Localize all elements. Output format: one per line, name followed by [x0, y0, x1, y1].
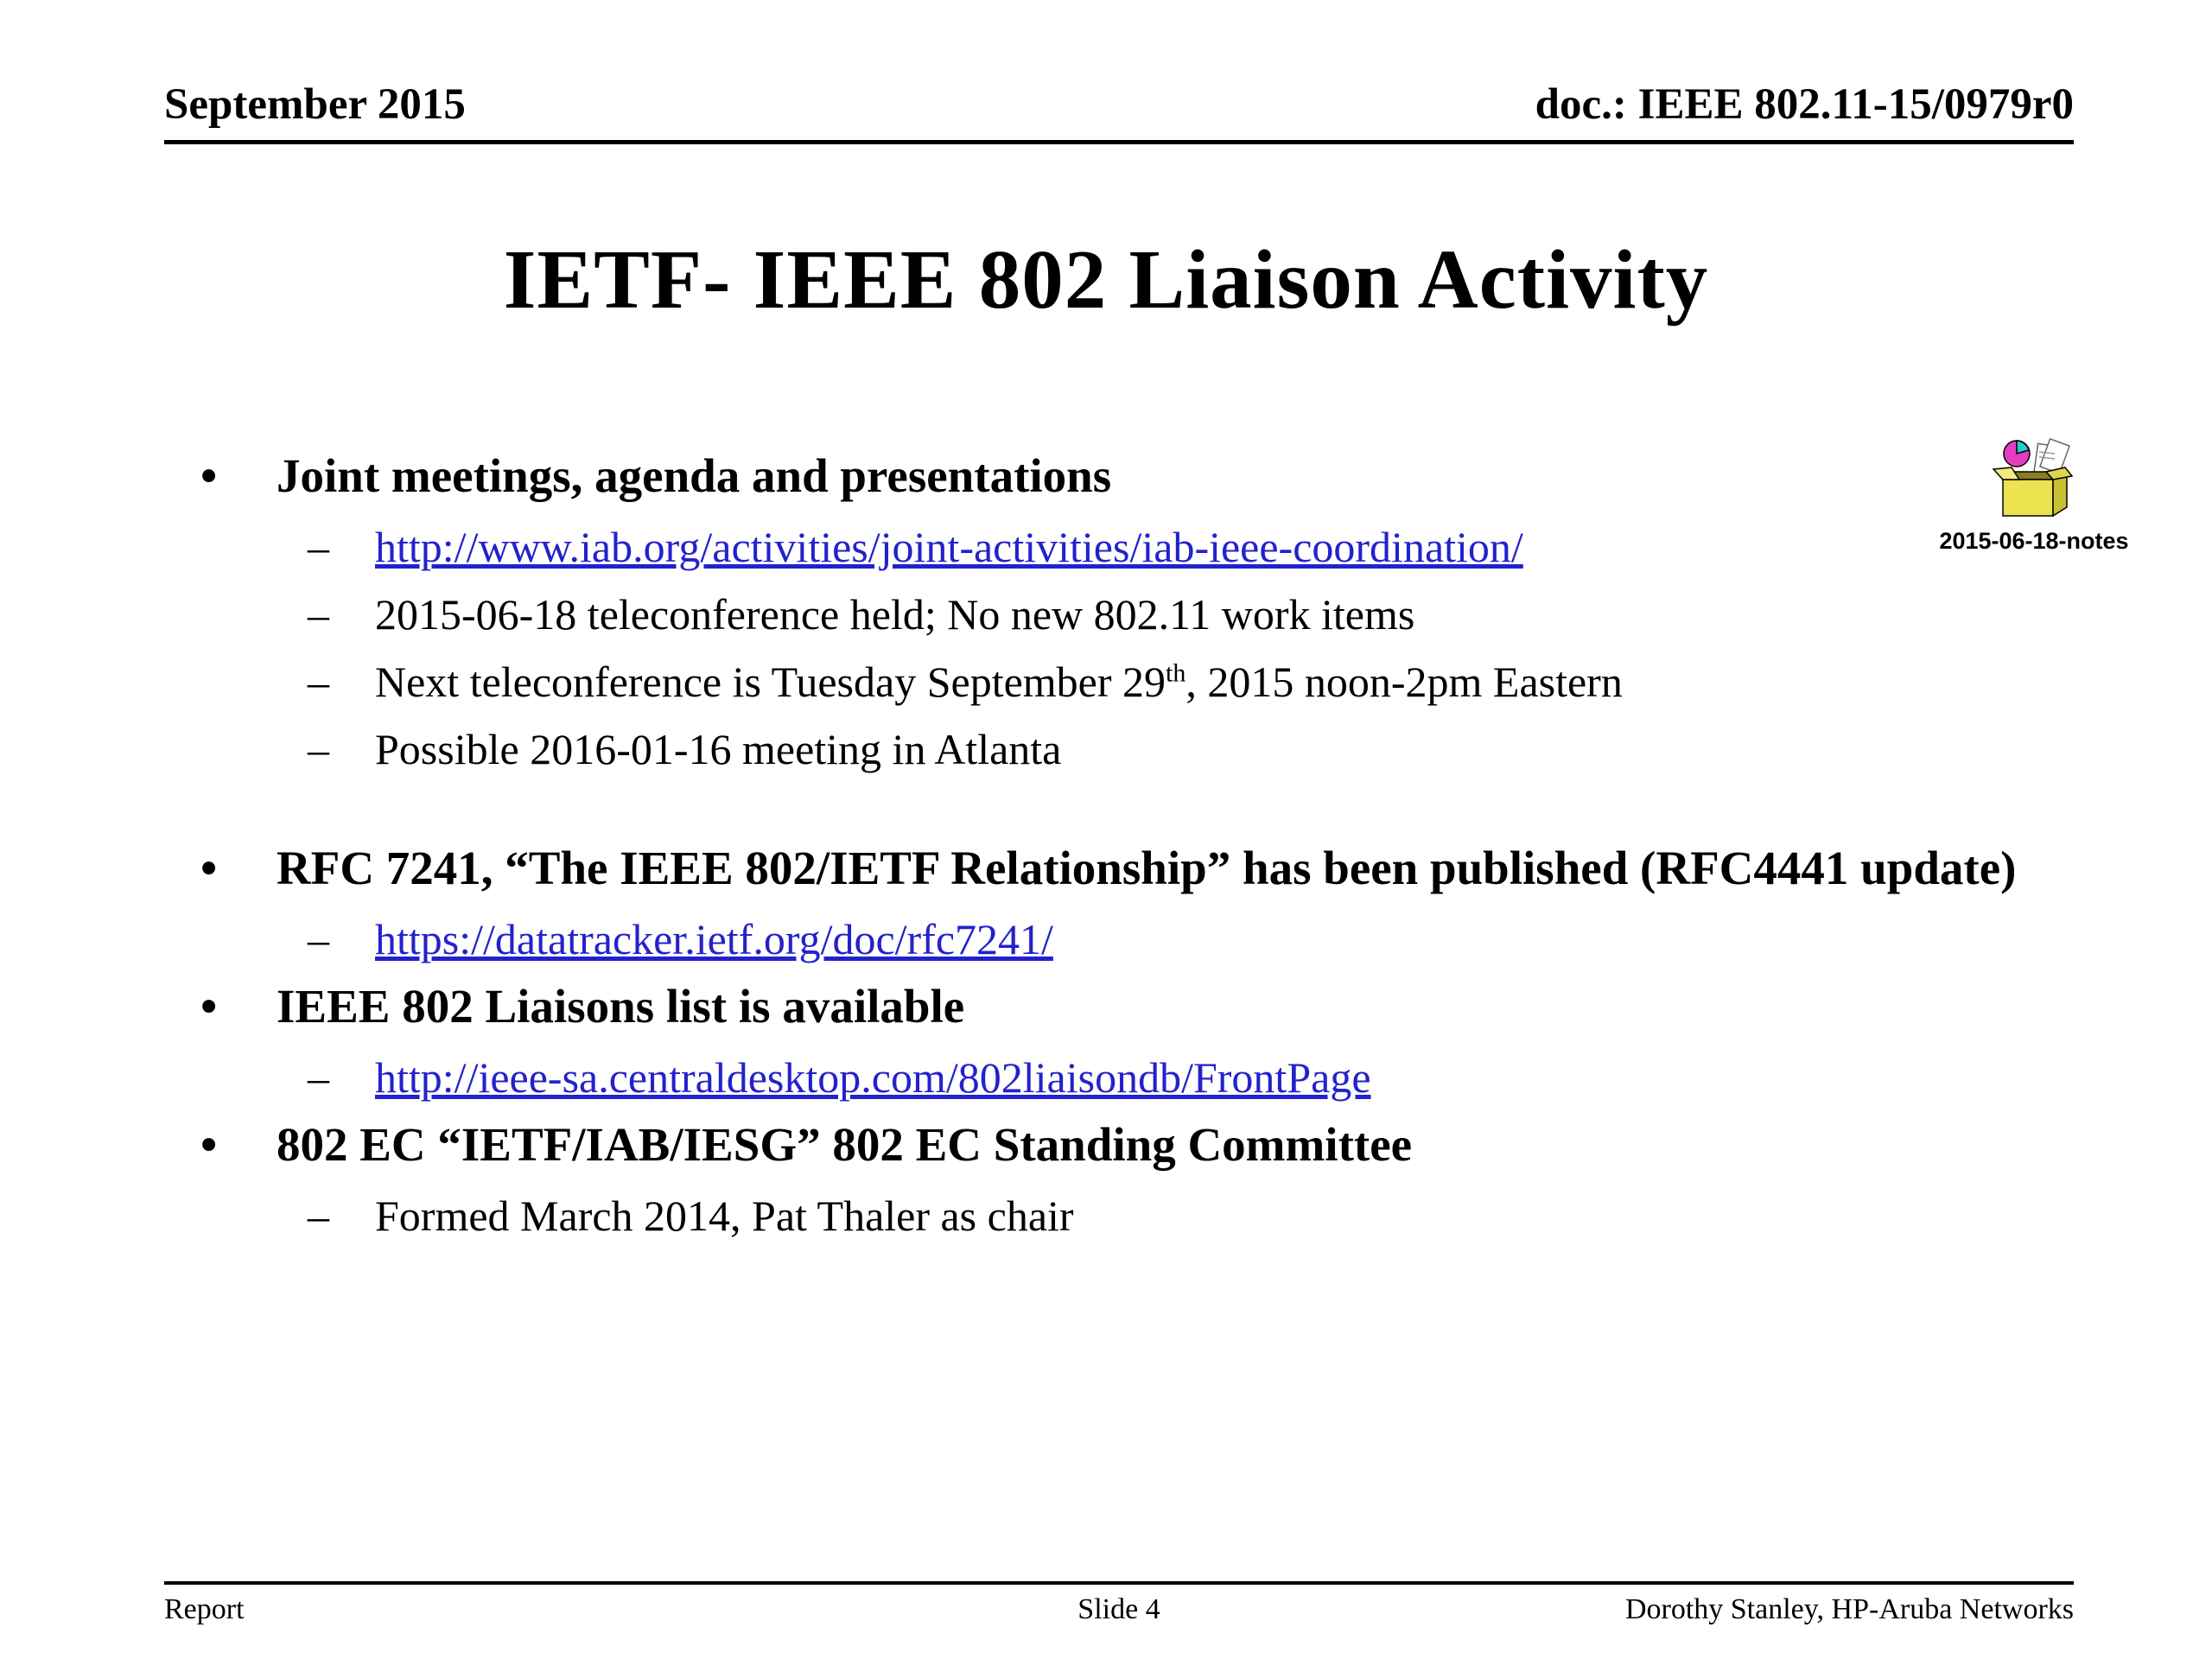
sub-item-liaisondb-link: [164, 1044, 2091, 1111]
slide-title: IETF- IEEE 802 Liaison Activity: [503, 233, 1709, 326]
bullet-joint-meetings: [164, 446, 2091, 506]
sub-text: Next teleconference is Tuesday September 29th, 2015 noon-2pm Eastern: [375, 658, 1623, 706]
bullet-marker: •: [200, 449, 218, 502]
ordinal-superscript: th: [1166, 658, 1186, 688]
bullet-text: IEEE 802 Liaisons list is available: [276, 980, 965, 1033]
sub-item-rfc-link: [164, 906, 2091, 973]
slide-body: [164, 442, 2091, 1249]
bullet-liaisons-list: [164, 976, 2091, 1037]
sub-text: 2015-06-18 teleconference held; No new 802.11 work items: [375, 590, 1415, 639]
bullet-marker: •: [200, 980, 218, 1033]
link-iab-coordination[interactable]: http://www.iab.org/activities/joint-activities/iab-ieee-coordination/: [375, 523, 1523, 571]
dash-marker: –: [308, 725, 329, 773]
dash-marker: –: [308, 1053, 329, 1102]
bullet-marker: •: [200, 1118, 218, 1171]
sub-text: Possible 2016-01-16 meeting in Atlanta: [375, 725, 1062, 773]
slide-footer: [164, 1581, 2074, 1626]
bullet-text: 802 EC “IETF/IAB/IESG” 802 EC Standing Committee: [276, 1118, 1413, 1171]
header-doc-number: doc.: IEEE 802.11-15/0979r0: [1535, 80, 2074, 129]
sub-item-next-teleconference: [164, 648, 2091, 715]
sub-item-teleconference-held: [164, 581, 2091, 648]
sub-text: Formed March 2014, Pat Thaler as chair: [375, 1192, 1074, 1240]
bullet-text: Joint meetings, agenda and presentations: [276, 449, 1112, 502]
bullet-rfc-7241: [164, 838, 2091, 899]
link-datatracker-rfc7241[interactable]: https://datatracker.ietf.org/doc/rfc7241/: [375, 915, 1053, 963]
footer-report-label: Report: [164, 1593, 245, 1625]
footer-author: Dorothy Stanley, HP-Aruba Networks: [1624, 1593, 2075, 1625]
slide-header: [164, 79, 2074, 144]
sub-item-atlanta-meeting: [164, 715, 2091, 783]
dash-marker: –: [308, 523, 329, 571]
attachment-label: 2015-06-18-notes: [1939, 528, 2129, 554]
link-centraldesktop-liaisondb[interactable]: http://ieee-sa.centraldesktop.com/802liaisondb/FrontPage: [375, 1053, 1371, 1102]
sub-item-formed-march: [164, 1182, 2091, 1249]
footer-slide-number: Slide 4: [1077, 1593, 1160, 1625]
bullet-marker: •: [200, 842, 218, 894]
dash-marker: –: [308, 658, 329, 706]
dash-marker: –: [308, 915, 329, 963]
bullet-802ec-committee: [164, 1115, 2091, 1175]
bullet-text: RFC 7241, “The IEEE 802/IETF Relationship” has been published (RFC4441 update): [276, 842, 2017, 894]
dash-marker: –: [308, 1192, 329, 1240]
dash-marker: –: [308, 590, 329, 639]
header-date: September 2015: [164, 80, 466, 129]
sub-item-iab-link: [164, 513, 2091, 581]
